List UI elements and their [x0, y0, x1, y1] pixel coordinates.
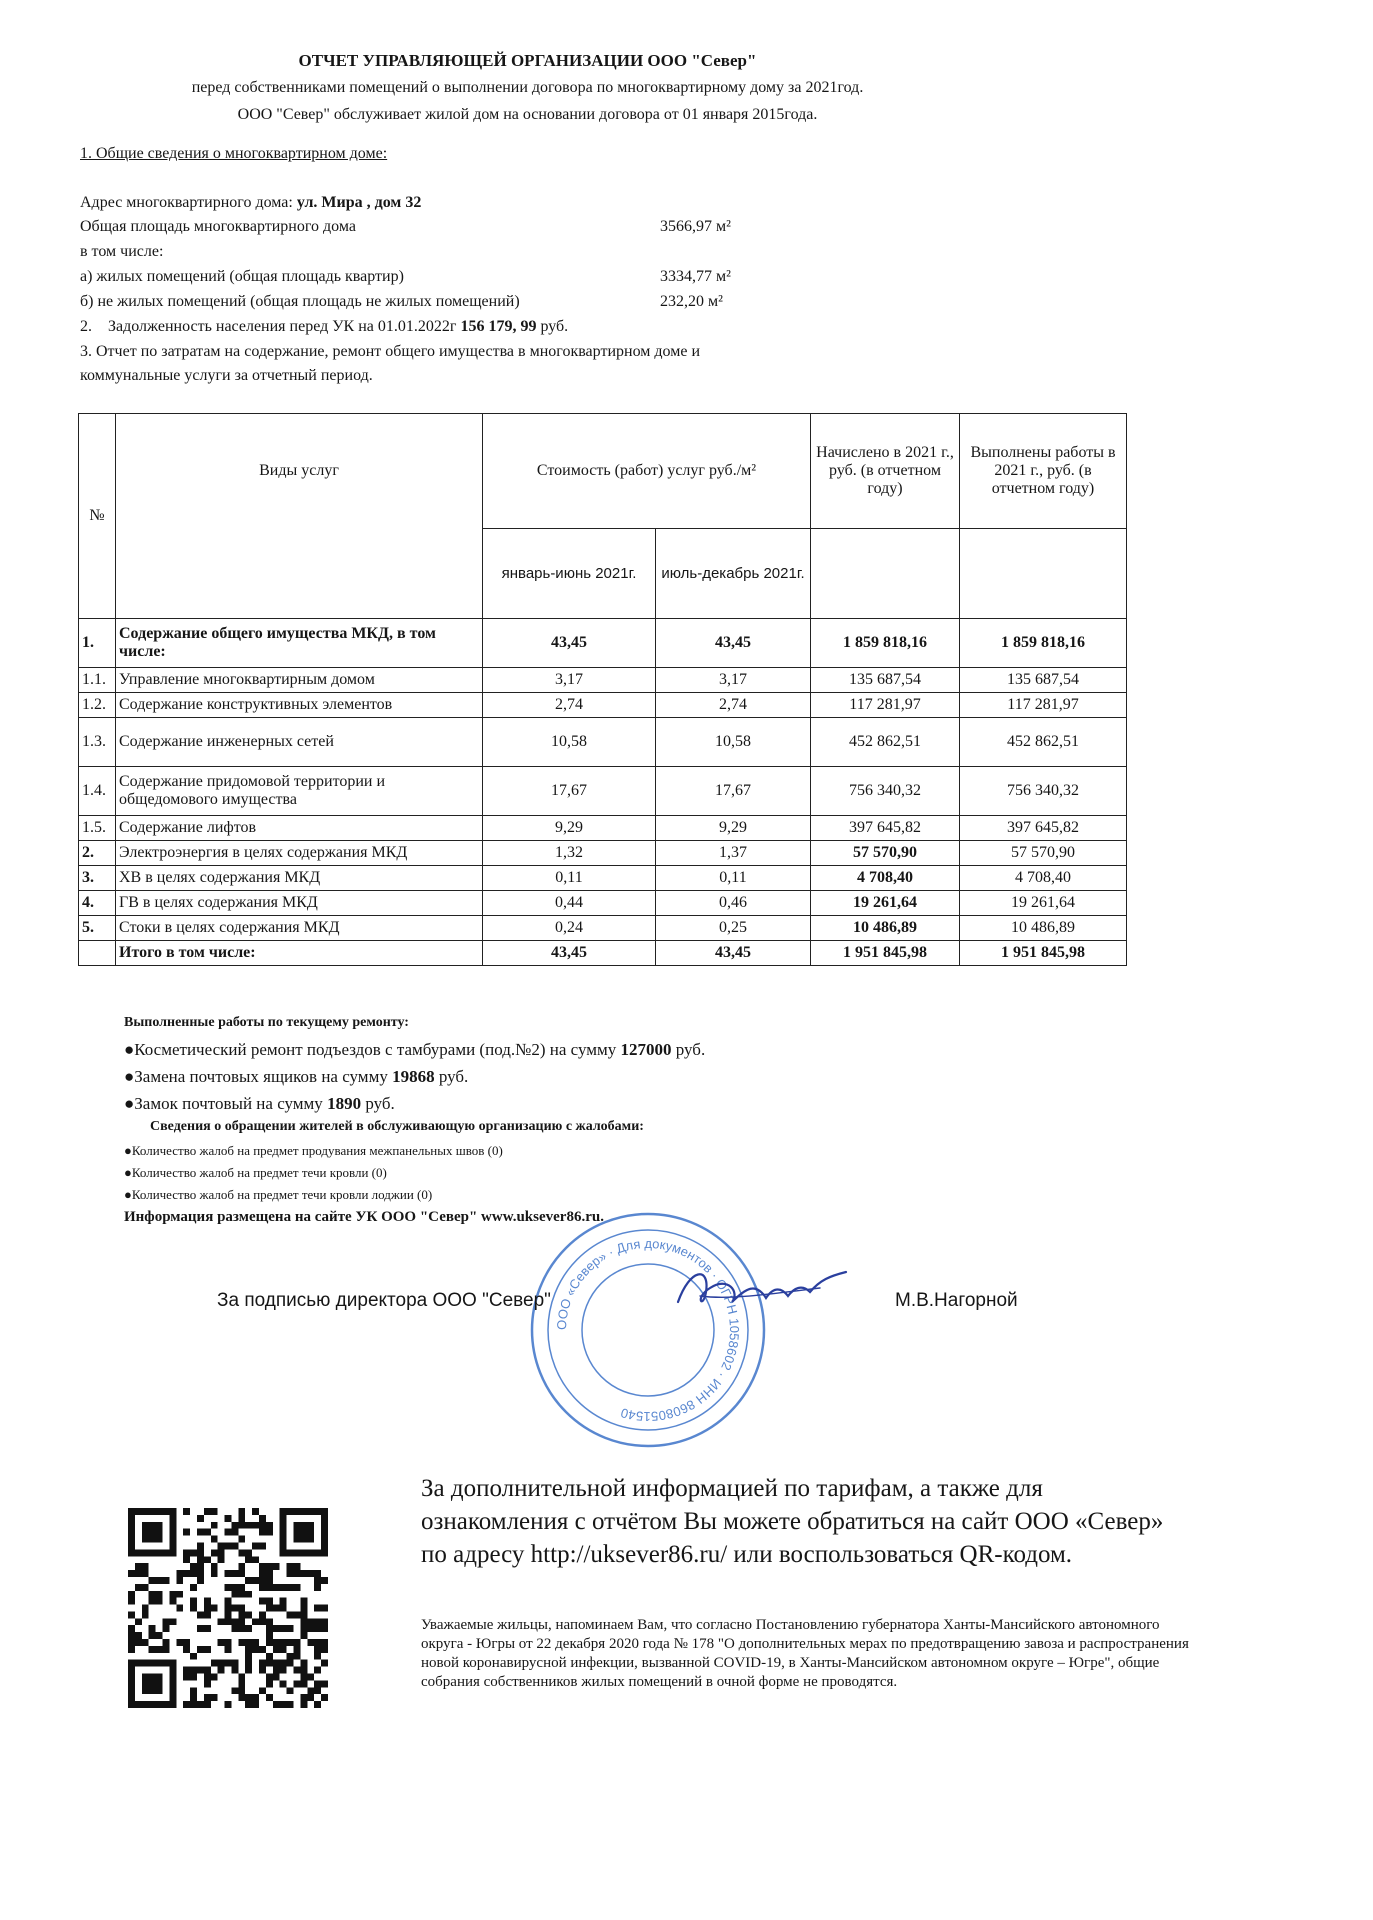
row-num: 1.1.: [79, 668, 116, 693]
repair-item-2-unit: руб.: [434, 1067, 469, 1086]
total-area-label: Общая площадь многоквартирного дома: [80, 218, 356, 235]
row-charged: 135 687,54: [811, 668, 960, 693]
row-num: 1.: [79, 619, 116, 668]
row-cost-period-2: 43,45: [656, 941, 811, 966]
row-done: 452 862,51: [960, 718, 1127, 767]
row-num: 1.4.: [79, 767, 116, 816]
repair-item-3-text: ●Замок почтовый на сумму: [124, 1094, 328, 1113]
row-cost-period-2: 0,25: [656, 916, 811, 941]
row-cost-period-1: 3,17: [483, 668, 656, 693]
row-charged: 4 708,40: [811, 866, 960, 891]
row-cost-period-2: 0,46: [656, 891, 811, 916]
row-charged: 397 645,82: [811, 816, 960, 841]
company-stamp-icon: [528, 1210, 768, 1450]
nonliving-area-value: 232,20 м²: [660, 293, 723, 310]
row-cost-period-2: 17,67: [656, 767, 811, 816]
total-area-value: 3566,97 м²: [660, 218, 731, 235]
table-row: [79, 693, 1127, 718]
site-info: Информация размещена на сайте УК ООО "Север" www.uksever86.ru.: [124, 1209, 604, 1225]
row-cost-period-2: 3,17: [656, 668, 811, 693]
table-row: [79, 841, 1127, 866]
row-charged: 1 951 845,98: [811, 941, 960, 966]
including-label: в том числе:: [80, 243, 164, 260]
row-cost-period-2: 2,74: [656, 693, 811, 718]
row-cost-period-1: 0,44: [483, 891, 656, 916]
row-charged: 756 340,32: [811, 767, 960, 816]
header-cost: Стоимость (работ) услуг руб./м²: [483, 414, 811, 529]
complaint-item-2: ●Количество жалоб на предмет течи кровли (0): [124, 1165, 387, 1180]
debt-label: Задолженность населения перед УК на 01.01.2022г: [108, 318, 461, 335]
row-cost-period-1: 1,32: [483, 841, 656, 866]
header-num: №: [79, 414, 116, 619]
row-service-name: ГВ в целях содержания МКД: [116, 891, 483, 916]
row-service-name: Содержание придомовой территории и общедомового имущества: [116, 767, 483, 816]
row-num: [79, 941, 116, 966]
row-charged: 19 261,64: [811, 891, 960, 916]
row-cost-period-1: 2,74: [483, 693, 656, 718]
repair-item-3-amount: 1890: [327, 1094, 362, 1113]
row-cost-period-1: 43,45: [483, 941, 656, 966]
table-row: [79, 816, 1127, 841]
complaints-title: Сведения о обращении жителей в обслуживающую организацию с жалобами:: [150, 1119, 644, 1134]
repair-item-1-text: ●Косметический ремонт подъездов с тамбурами (под.№2) на сумму: [124, 1040, 621, 1059]
living-area-value: 3334,77 м²: [660, 268, 731, 285]
row-cost-period-1: 0,11: [483, 866, 656, 891]
header-service: Виды услуг: [116, 414, 483, 619]
header-done-empty: [960, 529, 1127, 619]
row-charged: 10 486,89: [811, 916, 960, 941]
row-service-name: Содержание общего имущества МКД, в том числе:: [116, 619, 483, 668]
table-row: [79, 891, 1127, 916]
table-row: [79, 916, 1127, 941]
costs-line-2: коммунальные услуги за отчетный период.: [80, 367, 373, 384]
header-charged: Начислено в 2021 г., руб. (в отчетном году): [811, 414, 960, 529]
row-done: 19 261,64: [960, 891, 1127, 916]
row-cost-period-1: 10,58: [483, 718, 656, 767]
row-cost-period-2: 0,11: [656, 866, 811, 891]
row-num: 2.: [79, 841, 116, 866]
section-general-title: 1. Общие сведения о многоквартирном доме:: [80, 145, 388, 162]
row-done: 135 687,54: [960, 668, 1127, 693]
table-row: [79, 668, 1127, 693]
address-value: ул. Мира , дом 32: [296, 194, 422, 211]
row-done: 1 951 845,98: [960, 941, 1127, 966]
address-line: [80, 194, 421, 212]
row-service-name: Содержание конструктивных элементов: [116, 693, 483, 718]
row-num: 3.: [79, 866, 116, 891]
row-cost-period-1: 0,24: [483, 916, 656, 941]
table-row: [79, 619, 1127, 668]
row-done: 57 570,90: [960, 841, 1127, 866]
row-cost-period-2: 9,29: [656, 816, 811, 841]
row-service-name: Стоки в целях содержания МКД: [116, 916, 483, 941]
row-cost-period-1: 9,29: [483, 816, 656, 841]
qr-code-icon[interactable]: [128, 1508, 328, 1708]
report-subtitle: перед собственниками помещений о выполнении договора по многоквартирному дому за 2021год.: [191, 79, 864, 96]
director-name: М.В.Нагорной: [895, 1290, 1018, 1311]
stamp-inner-text: ООО «Север» · Для документов · ОГРН 1058602 · ИНН 8608051540: [553, 1235, 743, 1425]
row-num: 4.: [79, 891, 116, 916]
row-done: 397 645,82: [960, 816, 1127, 841]
row-done: 1 859 818,16: [960, 619, 1127, 668]
row-service-name: Содержание лифтов: [116, 816, 483, 841]
row-cost-period-2: 43,45: [656, 619, 811, 668]
covid-notice: Уважаемые жильцы, напоминаем Вам, что согласно Постановлению губернатора Ханты-Мансийского автономного округа - Югры от 22 декабря 2020 года № 178 "О дополнительных мерах по предотвращению завоза и распространения новой коронавирусной инфекции, вызванной COVID-19, в Ханты-Мансийском автономном округе – Югре", общие собрания собственников жилых помещений в очной форме не проводятся.: [421, 1617, 1189, 1690]
header-period-2: июль-декабрь 2021г.: [656, 529, 811, 619]
header-period-1: январь-июнь 2021г.: [483, 529, 656, 619]
repair-item-2-amount: 19868: [392, 1067, 435, 1086]
table-row: [79, 767, 1127, 816]
nonliving-area-label: б) не жилых помещений (общая площадь не жилых помещений): [80, 293, 520, 310]
row-num: 5.: [79, 916, 116, 941]
table-row: [79, 718, 1127, 767]
costs-line-1: 3. Отчет по затратам на содержание, ремонт общего имущества в многоквартирном доме и: [80, 343, 701, 360]
signature-label: За подписью директора ООО "Север": [217, 1290, 551, 1311]
row-done: 10 486,89: [960, 916, 1127, 941]
row-service-name: Содержание инженерных сетей: [116, 718, 483, 767]
table-row: [79, 941, 1127, 966]
table-header-row: [79, 414, 1127, 529]
debt-unit: руб.: [536, 318, 569, 335]
repair-item-3-unit: руб.: [361, 1094, 395, 1113]
header-charged-empty: [811, 529, 960, 619]
repair-item-1-unit: руб.: [671, 1040, 706, 1059]
header-done: Выполнены работы в 2021 г., руб. (в отчетном году): [960, 414, 1127, 529]
repair-item-1-amount: 127000: [620, 1040, 672, 1059]
repair-item-2: [124, 1067, 468, 1087]
address-label: Адрес многоквартирного дома:: [80, 194, 297, 211]
row-cost-period-2: 10,58: [656, 718, 811, 767]
row-done: 4 708,40: [960, 866, 1127, 891]
debt-number: 2.: [80, 318, 92, 335]
row-num: 1.2.: [79, 693, 116, 718]
row-done: 756 340,32: [960, 767, 1127, 816]
row-charged: 1 859 818,16: [811, 619, 960, 668]
complaint-item-3: ●Количество жалоб на предмет течи кровли лоджии (0): [124, 1187, 433, 1202]
row-cost-period-1: 17,67: [483, 767, 656, 816]
row-num: 1.5.: [79, 816, 116, 841]
row-cost-period-2: 1,37: [656, 841, 811, 866]
row-service-name: Управление многоквартирным домом: [116, 668, 483, 693]
row-charged: 57 570,90: [811, 841, 960, 866]
services-table: [78, 413, 1127, 966]
debt-line: [80, 318, 568, 336]
footer-info: За дополнительной информацией по тарифам, а также для ознакомления с отчётом Вы можете обратиться на сайт ООО «Север» по адресу http://uksever86.ru/ или воспользоваться QR-кодом.: [421, 1475, 1164, 1568]
repair-item-3: [124, 1094, 395, 1114]
row-service-name: ХВ в целях содержания МКД: [116, 866, 483, 891]
signature-scribble: [670, 1258, 860, 1323]
repair-item-2-text: ●Замена почтовых ящиков на сумму: [124, 1067, 393, 1086]
complaint-item-1: ●Количество жалоб на предмет продувания межпанельных швов (0): [124, 1143, 503, 1158]
repair-item-1: [124, 1040, 705, 1060]
row-charged: 117 281,97: [811, 693, 960, 718]
row-service-name: Итого в том числе:: [116, 941, 483, 966]
living-area-label: а) жилых помещений (общая площадь квартир): [80, 268, 404, 285]
row-done: 117 281,97: [960, 693, 1127, 718]
table-row: [79, 866, 1127, 891]
row-num: 1.3.: [79, 718, 116, 767]
repairs-title: Выполненные работы по текущему ремонту:: [124, 1015, 409, 1030]
row-service-name: Электроэнергия в целях содержания МКД: [116, 841, 483, 866]
debt-value: 156 179, 99: [460, 318, 537, 335]
row-cost-period-1: 43,45: [483, 619, 656, 668]
report-contract-line: ООО "Север" обслуживает жилой дом на основании договора от 01 января 2015года.: [237, 106, 818, 123]
row-charged: 452 862,51: [811, 718, 960, 767]
report-title: ОТЧЕТ УПРАВЛЯЮЩЕЙ ОРГАНИЗАЦИИ ООО "Север": [298, 51, 757, 70]
